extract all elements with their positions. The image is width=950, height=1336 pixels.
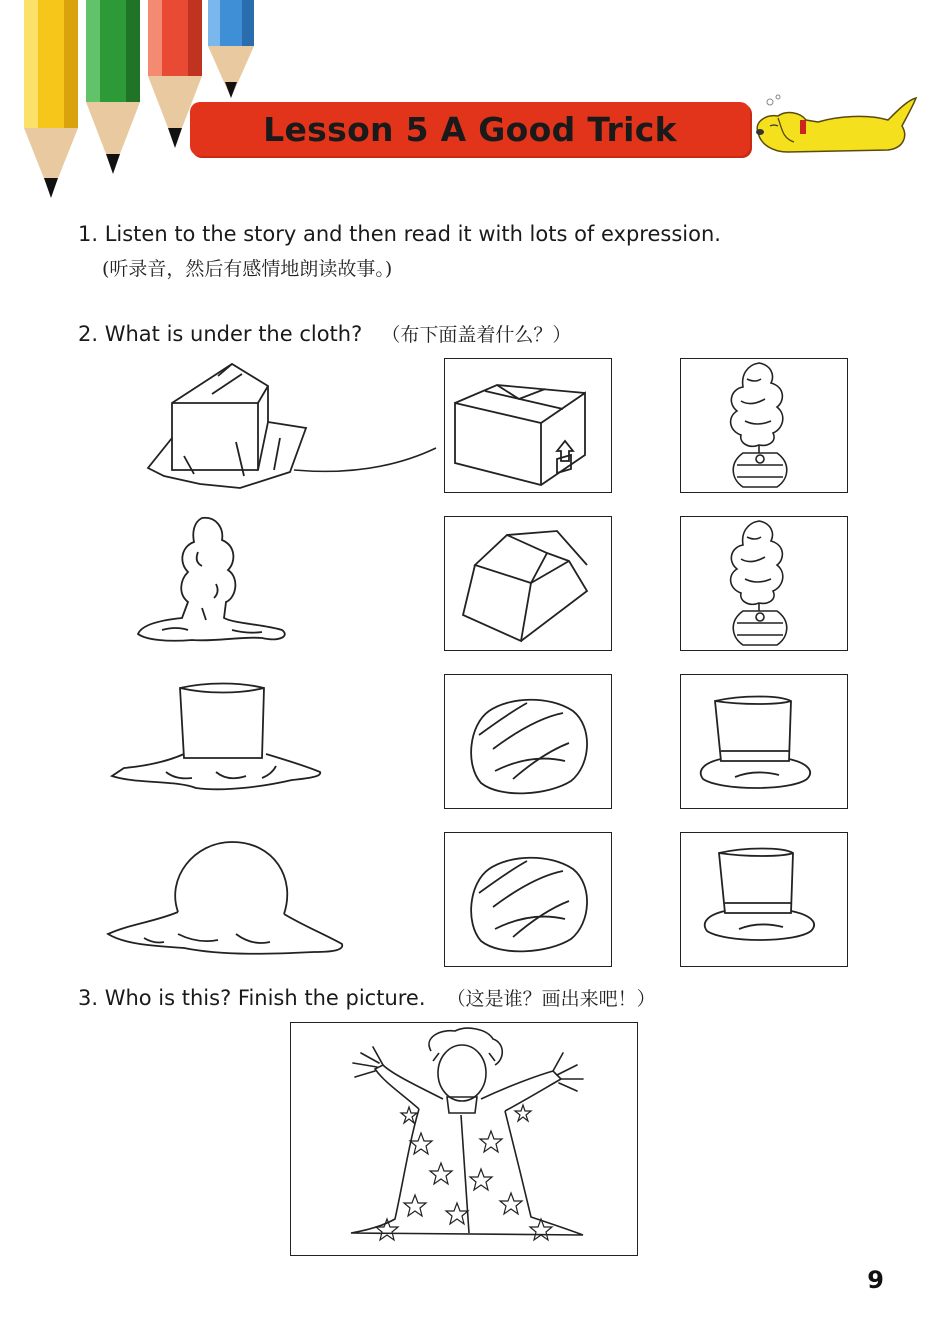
covered-box-drawing <box>140 358 315 493</box>
wizard-figure <box>291 1023 636 1254</box>
ball-icon <box>445 833 610 965</box>
covered-hat-drawing <box>106 680 326 796</box>
yellow-pencil-icon <box>24 0 78 198</box>
option-box-r4-b[interactable] <box>680 832 848 967</box>
task1-instruction: 1. Listen to the story and then read it with lots of expression. <box>78 222 721 246</box>
option-box-r2-a[interactable] <box>444 516 612 651</box>
tree-pot-icon <box>681 359 846 491</box>
hat-icon <box>681 833 846 965</box>
covered-ball-drawing <box>104 838 349 962</box>
ball-icon <box>445 675 610 807</box>
box-icon <box>445 517 610 649</box>
blue-pencil-icon <box>208 0 254 98</box>
lesson-title-bar <box>190 102 750 156</box>
task3-instruction-zh: （这是谁？画出来吧！） <box>446 988 656 1010</box>
task3-heading <box>78 984 656 1011</box>
hair-outline <box>429 1028 502 1065</box>
option-box-r4-a[interactable] <box>444 832 612 967</box>
task1-instruction-zh: (听录音，然后有感情地朗读故事。) <box>102 258 393 280</box>
box-icon <box>445 359 610 491</box>
task2-instruction-zh: （布下面盖着什么？） <box>381 324 572 346</box>
option-box-r1-b[interactable] <box>680 358 848 493</box>
task2-instruction: 2. What is under the cloth? <box>78 322 363 346</box>
drawing-frame[interactable] <box>290 1022 638 1256</box>
covered-tree-drawing <box>132 512 297 652</box>
lesson-title: Lesson 5 A Good Trick <box>263 110 677 149</box>
option-box-r1-a[interactable] <box>444 358 612 493</box>
sleeping-dog-icon <box>748 92 923 164</box>
task2-heading <box>78 320 571 347</box>
blank-face <box>438 1045 486 1101</box>
option-box-r3-b[interactable] <box>680 674 848 809</box>
green-pencil-icon <box>86 0 140 174</box>
hat-icon <box>681 675 846 807</box>
tree-pot-icon <box>681 517 846 649</box>
page-number: 9 <box>867 1266 884 1294</box>
task3-instruction: 3. Who is this? Finish the picture. <box>78 986 426 1010</box>
option-box-r2-b[interactable] <box>680 516 848 651</box>
option-box-r3-a[interactable] <box>444 674 612 809</box>
answer-line <box>290 440 442 480</box>
